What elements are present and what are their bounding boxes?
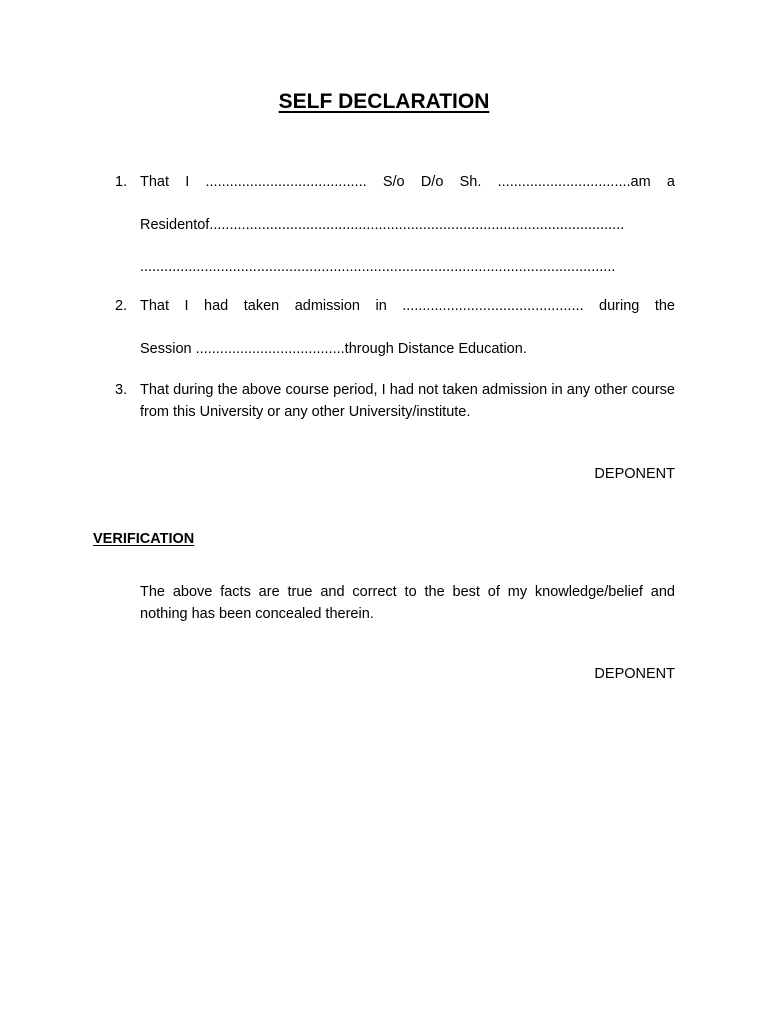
title-text: SELF DECLARATION	[278, 90, 490, 113]
deponent-signature-2: DEPONENT	[594, 666, 675, 682]
declaration-item-2	[115, 295, 675, 317]
deponent-signature-1: DEPONENT	[594, 466, 675, 482]
item-1-line-2: Residentof.......................................................................................................	[140, 217, 625, 233]
item-number: 3.	[115, 382, 128, 398]
declaration-item-2-cont	[140, 338, 675, 360]
declaration-item-1-cont	[140, 214, 675, 236]
verification-heading: VERIFICATION	[93, 531, 195, 547]
item-2-line-2: Session .....................................through Distance Education.	[140, 341, 527, 357]
declaration-item-1	[115, 171, 675, 193]
verification-text: The above facts are true and correct to the best of my knowledge/belief and nothing has been concealed therein.	[140, 584, 675, 622]
item-3-text: That during the above course period, I had not taken admission in any other course from this University or any other University/institute.	[140, 382, 675, 420]
item-1-line-1: That I ........................................ S/o D/o Sh. .................................am a	[140, 174, 675, 190]
item-number: 1.	[115, 174, 128, 190]
document-title	[0, 90, 768, 114]
declaration-item-1-cont2	[140, 256, 675, 278]
item-1-line-3: ......................................................................................................................	[140, 259, 616, 275]
declaration-item-3	[115, 379, 675, 423]
item-2-line-1: That I had taken admission in ............................................. during the	[140, 298, 675, 314]
item-number: 2.	[115, 298, 128, 314]
verification-body	[140, 581, 675, 625]
